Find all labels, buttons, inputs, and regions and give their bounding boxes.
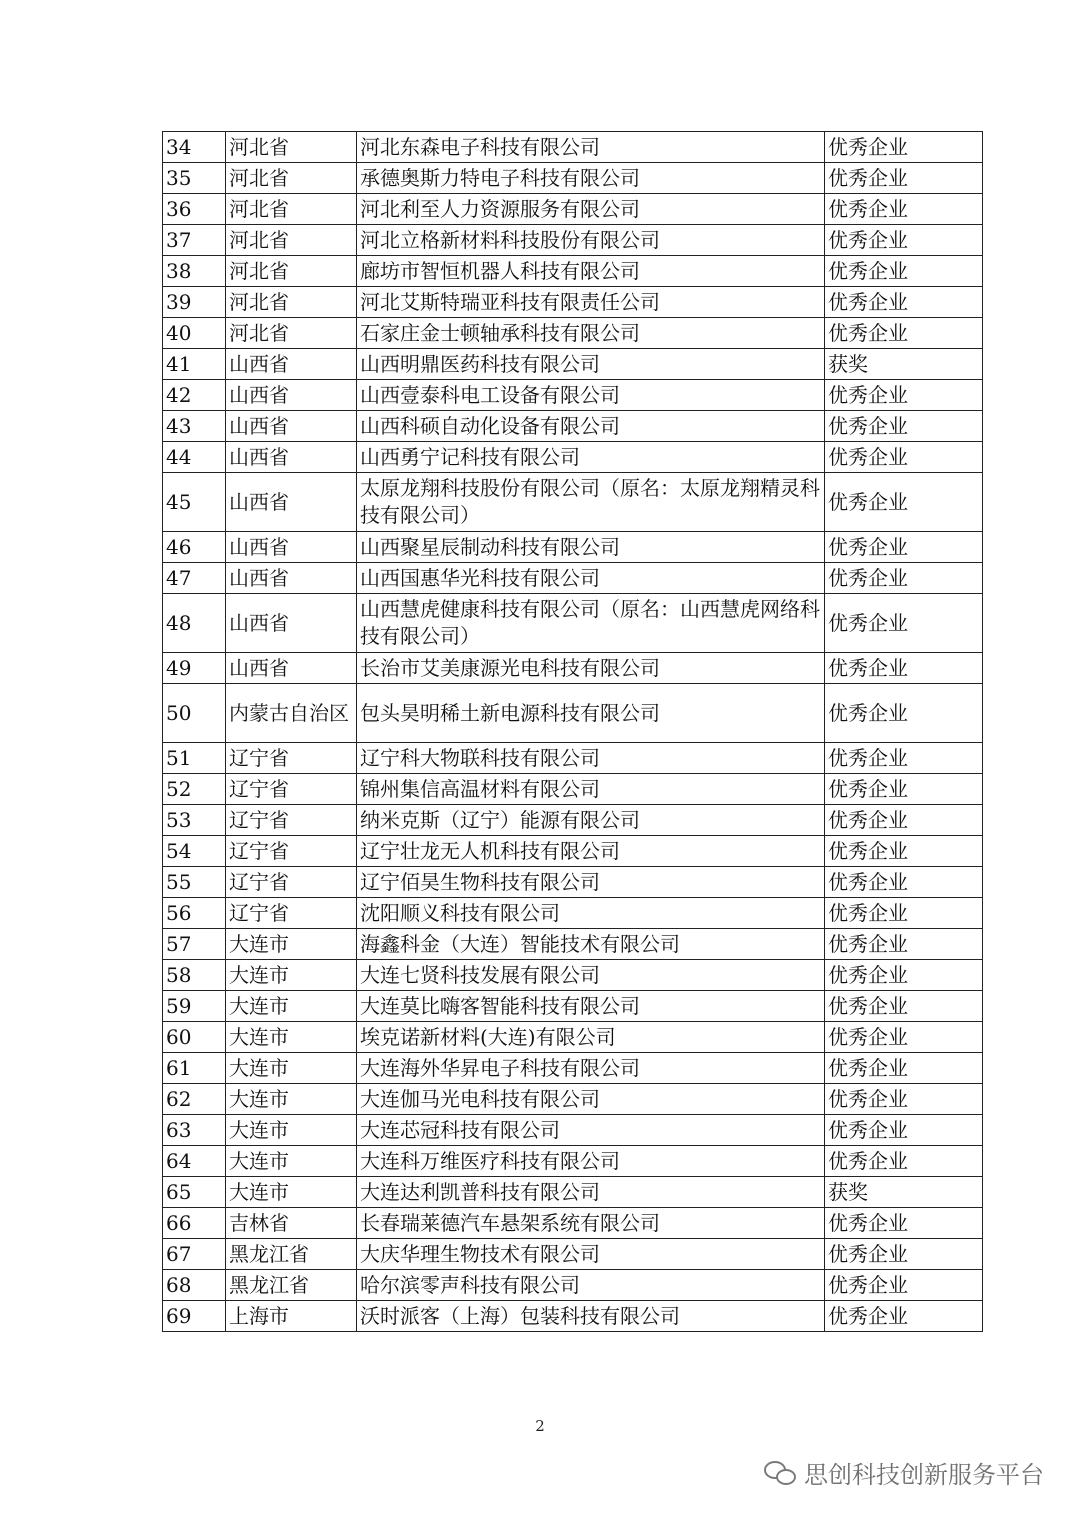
status-cell: 优秀企业	[825, 867, 983, 898]
company-name-cell: 河北立格新材料科技股份有限公司	[357, 225, 825, 256]
company-name-cell: 大连科万维医疗科技有限公司	[357, 1146, 825, 1177]
row-number-cell: 52	[163, 774, 226, 805]
region-cell: 大连市	[226, 929, 357, 960]
row-number-cell: 46	[163, 532, 226, 563]
company-name-cell: 辽宁科大物联科技有限公司	[357, 743, 825, 774]
table-row	[163, 256, 983, 287]
region-cell: 河北省	[226, 194, 357, 225]
row-number-cell: 42	[163, 380, 226, 411]
table-row	[163, 1270, 983, 1301]
table-row	[163, 594, 983, 653]
status-cell: 优秀企业	[825, 1022, 983, 1053]
row-number-cell: 55	[163, 867, 226, 898]
row-number-cell: 44	[163, 442, 226, 473]
table-row	[163, 194, 983, 225]
table-row	[163, 1177, 983, 1208]
table-row	[163, 684, 983, 743]
company-name-cell: 山西聚星辰制动科技有限公司	[357, 532, 825, 563]
row-number-cell: 43	[163, 411, 226, 442]
table-row	[163, 1208, 983, 1239]
status-cell: 优秀企业	[825, 442, 983, 473]
company-name-cell: 山西勇宁记科技有限公司	[357, 442, 825, 473]
row-number-cell: 41	[163, 349, 226, 380]
region-cell: 河北省	[226, 287, 357, 318]
region-cell: 山西省	[226, 442, 357, 473]
company-name-cell: 大连莫比嗨客智能科技有限公司	[357, 991, 825, 1022]
company-name-cell: 山西壹泰科电工设备有限公司	[357, 380, 825, 411]
region-cell: 大连市	[226, 1115, 357, 1146]
company-name-cell: 辽宁佰昊生物科技有限公司	[357, 867, 825, 898]
company-name-cell: 锦州集信高温材料有限公司	[357, 774, 825, 805]
company-name-cell: 纳米克斯（辽宁）能源有限公司	[357, 805, 825, 836]
company-name-cell: 大连海外华昇电子科技有限公司	[357, 1053, 825, 1084]
status-cell: 优秀企业	[825, 743, 983, 774]
table-row	[163, 1022, 983, 1053]
company-name-cell: 海鑫科金（大连）智能技术有限公司	[357, 929, 825, 960]
region-cell: 山西省	[226, 380, 357, 411]
table-row	[163, 653, 983, 684]
status-cell: 优秀企业	[825, 805, 983, 836]
table-row	[163, 1301, 983, 1332]
company-name-cell: 大连芯冠科技有限公司	[357, 1115, 825, 1146]
status-cell: 优秀企业	[825, 1239, 983, 1270]
status-cell: 优秀企业	[825, 1084, 983, 1115]
company-name-cell: 山西慧虎健康科技有限公司（原名：山西慧虎网络科技有限公司）	[357, 594, 825, 653]
company-name-cell: 河北利至人力资源服务有限公司	[357, 194, 825, 225]
row-number-cell: 49	[163, 653, 226, 684]
region-cell: 山西省	[226, 473, 357, 532]
region-cell: 黑龙江省	[226, 1270, 357, 1301]
company-name-cell: 沈阳顺义科技有限公司	[357, 898, 825, 929]
status-cell: 优秀企业	[825, 1208, 983, 1239]
region-cell: 河北省	[226, 132, 357, 163]
status-cell: 优秀企业	[825, 898, 983, 929]
status-cell: 优秀企业	[825, 318, 983, 349]
row-number-cell: 38	[163, 256, 226, 287]
table-row	[163, 774, 983, 805]
table-row	[163, 380, 983, 411]
status-cell: 优秀企业	[825, 1053, 983, 1084]
row-number-cell: 53	[163, 805, 226, 836]
region-cell: 山西省	[226, 594, 357, 653]
table-row	[163, 991, 983, 1022]
table-row	[163, 960, 983, 991]
status-cell: 优秀企业	[825, 836, 983, 867]
company-name-cell: 河北东森电子科技有限公司	[357, 132, 825, 163]
row-number-cell: 66	[163, 1208, 226, 1239]
table-row	[163, 836, 983, 867]
company-name-cell: 大连伽马光电科技有限公司	[357, 1084, 825, 1115]
status-cell: 优秀企业	[825, 225, 983, 256]
page-number: 2	[535, 1417, 545, 1435]
table-row	[163, 318, 983, 349]
table-row	[163, 163, 983, 194]
row-number-cell: 37	[163, 225, 226, 256]
status-cell: 优秀企业	[825, 960, 983, 991]
company-name-cell: 承德奥斯力特电子科技有限公司	[357, 163, 825, 194]
table-row	[163, 898, 983, 929]
company-name-cell: 河北艾斯特瑞亚科技有限责任公司	[357, 287, 825, 318]
status-cell: 优秀企业	[825, 532, 983, 563]
company-name-cell: 辽宁壮龙无人机科技有限公司	[357, 836, 825, 867]
watermark-text: 思创科技创新服务平台	[804, 1461, 1044, 1489]
row-number-cell: 60	[163, 1022, 226, 1053]
table-row	[163, 929, 983, 960]
status-cell: 优秀企业	[825, 1115, 983, 1146]
company-name-cell: 大庆华理生物技术有限公司	[357, 1239, 825, 1270]
row-number-cell: 40	[163, 318, 226, 349]
company-name-cell: 哈尔滨零声科技有限公司	[357, 1270, 825, 1301]
region-cell: 大连市	[226, 1084, 357, 1115]
region-cell: 辽宁省	[226, 743, 357, 774]
region-cell: 辽宁省	[226, 836, 357, 867]
status-cell: 优秀企业	[825, 163, 983, 194]
status-cell: 优秀企业	[825, 132, 983, 163]
region-cell: 内蒙古自治区	[226, 684, 357, 743]
status-cell: 优秀企业	[825, 380, 983, 411]
row-number-cell: 61	[163, 1053, 226, 1084]
region-cell: 辽宁省	[226, 774, 357, 805]
region-cell: 山西省	[226, 411, 357, 442]
region-cell: 大连市	[226, 991, 357, 1022]
status-cell: 优秀企业	[825, 1146, 983, 1177]
region-cell: 辽宁省	[226, 867, 357, 898]
region-cell: 大连市	[226, 1053, 357, 1084]
company-name-cell: 大连七贤科技发展有限公司	[357, 960, 825, 991]
region-cell: 辽宁省	[226, 898, 357, 929]
status-cell: 优秀企业	[825, 594, 983, 653]
row-number-cell: 47	[163, 563, 226, 594]
status-cell: 优秀企业	[825, 929, 983, 960]
company-name-cell: 埃克诺新材料(大连)有限公司	[357, 1022, 825, 1053]
status-cell: 优秀企业	[825, 1301, 983, 1332]
row-number-cell: 68	[163, 1270, 226, 1301]
company-name-cell: 大连达利凯普科技有限公司	[357, 1177, 825, 1208]
company-name-cell: 太原龙翔科技股份有限公司（原名：太原龙翔精灵科技有限公司）	[357, 473, 825, 532]
region-cell: 河北省	[226, 256, 357, 287]
row-number-cell: 45	[163, 473, 226, 532]
row-number-cell: 64	[163, 1146, 226, 1177]
row-number-cell: 59	[163, 991, 226, 1022]
region-cell: 山西省	[226, 563, 357, 594]
row-number-cell: 39	[163, 287, 226, 318]
table-row	[163, 132, 983, 163]
watermark	[764, 1455, 1044, 1490]
row-number-cell: 62	[163, 1084, 226, 1115]
table-row	[163, 1239, 983, 1270]
table-row	[163, 743, 983, 774]
table-row	[163, 805, 983, 836]
region-cell: 山西省	[226, 653, 357, 684]
status-cell: 获奖	[825, 349, 983, 380]
row-number-cell: 57	[163, 929, 226, 960]
row-number-cell: 65	[163, 1177, 226, 1208]
company-name-cell: 石家庄金士顿轴承科技有限公司	[357, 318, 825, 349]
table-row	[163, 1084, 983, 1115]
company-name-cell: 沃时派客（上海）包装科技有限公司	[357, 1301, 825, 1332]
row-number-cell: 36	[163, 194, 226, 225]
status-cell: 优秀企业	[825, 774, 983, 805]
table-row	[163, 1053, 983, 1084]
region-cell: 河北省	[226, 225, 357, 256]
row-number-cell: 58	[163, 960, 226, 991]
region-cell: 大连市	[226, 1177, 357, 1208]
region-cell: 黑龙江省	[226, 1239, 357, 1270]
status-cell: 优秀企业	[825, 473, 983, 532]
region-cell: 河北省	[226, 318, 357, 349]
table-row	[163, 411, 983, 442]
company-name-cell: 山西科硕自动化设备有限公司	[357, 411, 825, 442]
status-cell: 优秀企业	[825, 563, 983, 594]
company-name-cell: 长春瑞莱德汽车悬架系统有限公司	[357, 1208, 825, 1239]
status-cell: 获奖	[825, 1177, 983, 1208]
region-cell: 大连市	[226, 960, 357, 991]
status-cell: 优秀企业	[825, 1270, 983, 1301]
row-number-cell: 63	[163, 1115, 226, 1146]
region-cell: 辽宁省	[226, 805, 357, 836]
region-cell: 上海市	[226, 1301, 357, 1332]
company-name-cell: 长治市艾美康源光电科技有限公司	[357, 653, 825, 684]
table-row	[163, 287, 983, 318]
region-cell: 吉林省	[226, 1208, 357, 1239]
row-number-cell: 50	[163, 684, 226, 743]
table-row	[163, 563, 983, 594]
company-name-cell: 包头昊明稀土新电源科技有限公司	[357, 684, 825, 743]
row-number-cell: 67	[163, 1239, 226, 1270]
status-cell: 优秀企业	[825, 991, 983, 1022]
region-cell: 大连市	[226, 1146, 357, 1177]
company-name-cell: 廊坊市智恒机器人科技有限公司	[357, 256, 825, 287]
table-body	[163, 132, 983, 1332]
table-row	[163, 1115, 983, 1146]
row-number-cell: 35	[163, 163, 226, 194]
row-number-cell: 69	[163, 1301, 226, 1332]
company-name-cell: 山西国惠华光科技有限公司	[357, 563, 825, 594]
status-cell: 优秀企业	[825, 256, 983, 287]
status-cell: 优秀企业	[825, 194, 983, 225]
row-number-cell: 56	[163, 898, 226, 929]
award-list-table	[162, 131, 983, 1332]
table-row	[163, 532, 983, 563]
region-cell: 河北省	[226, 163, 357, 194]
status-cell: 优秀企业	[825, 287, 983, 318]
table-row	[163, 442, 983, 473]
region-cell: 大连市	[226, 1022, 357, 1053]
status-cell: 优秀企业	[825, 411, 983, 442]
status-cell: 优秀企业	[825, 684, 983, 743]
row-number-cell: 51	[163, 743, 226, 774]
table-row	[163, 225, 983, 256]
table-row	[163, 349, 983, 380]
company-name-cell: 山西明鼎医药科技有限公司	[357, 349, 825, 380]
region-cell: 山西省	[226, 532, 357, 563]
row-number-cell: 48	[163, 594, 226, 653]
row-number-cell: 54	[163, 836, 226, 867]
table-row	[163, 473, 983, 532]
table-row	[163, 1146, 983, 1177]
row-number-cell: 34	[163, 132, 226, 163]
wechat-icon	[764, 1459, 798, 1487]
table-row	[163, 867, 983, 898]
region-cell: 山西省	[226, 349, 357, 380]
status-cell: 优秀企业	[825, 653, 983, 684]
